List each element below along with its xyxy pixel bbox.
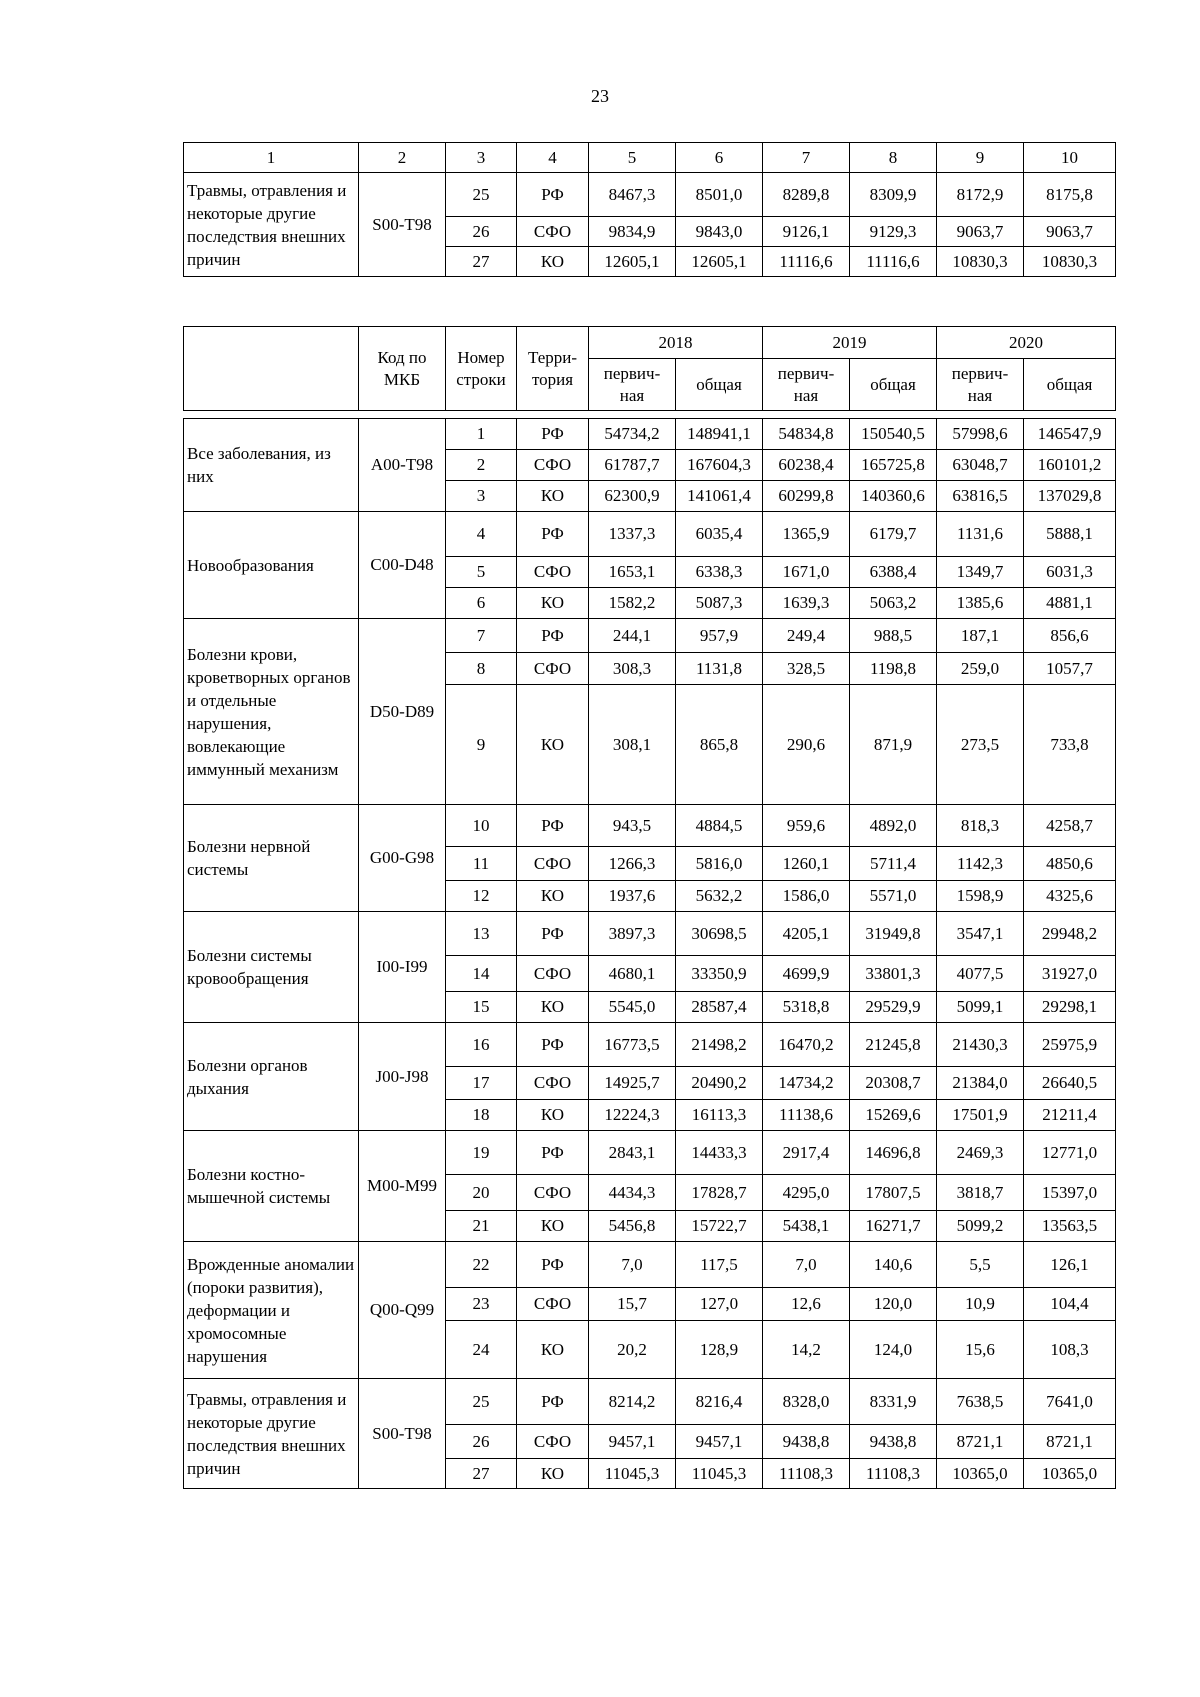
value-cell: 29298,1 xyxy=(1024,992,1116,1023)
value-cell: 108,3 xyxy=(1024,1321,1116,1379)
value-cell: 21430,3 xyxy=(937,1023,1024,1067)
value-cell: 9063,7 xyxy=(937,217,1024,247)
disease-name-cell: Болезни системы кровообращения xyxy=(184,912,359,1023)
line-number-cell: 25 xyxy=(446,1379,517,1425)
header-total: общая xyxy=(676,359,763,411)
territory-cell: РФ xyxy=(517,1131,589,1175)
column-number-row xyxy=(184,143,1116,173)
value-cell: 10830,3 xyxy=(937,247,1024,277)
territory-cell: КО xyxy=(517,247,589,277)
territory-cell: СФО xyxy=(517,217,589,247)
value-cell: 244,1 xyxy=(589,619,676,653)
value-cell: 1337,3 xyxy=(589,512,676,557)
value-cell: 5816,0 xyxy=(676,847,763,881)
header-gap xyxy=(184,411,1116,419)
value-cell: 2843,1 xyxy=(589,1131,676,1175)
line-number-cell: 16 xyxy=(446,1023,517,1067)
value-cell: 7,0 xyxy=(589,1242,676,1288)
value-cell: 25975,9 xyxy=(1024,1023,1116,1067)
value-cell: 4699,9 xyxy=(763,956,850,992)
icd-code-cell: G00-G98 xyxy=(359,805,446,912)
value-cell: 8289,8 xyxy=(763,173,850,217)
value-cell: 1057,7 xyxy=(1024,653,1116,685)
header-line: Номер строки xyxy=(446,327,517,411)
value-cell: 12,6 xyxy=(763,1288,850,1321)
value-cell: 117,5 xyxy=(676,1242,763,1288)
value-cell: 21384,0 xyxy=(937,1067,1024,1100)
value-cell: 290,6 xyxy=(763,685,850,805)
header-primary: первич-ная xyxy=(589,359,676,411)
value-cell: 2917,4 xyxy=(763,1131,850,1175)
table-row xyxy=(184,1242,1116,1288)
value-cell: 733,8 xyxy=(1024,685,1116,805)
value-cell: 12771,0 xyxy=(1024,1131,1116,1175)
value-cell: 8214,2 xyxy=(589,1379,676,1425)
line-number-cell: 13 xyxy=(446,912,517,956)
line-number-cell: 19 xyxy=(446,1131,517,1175)
value-cell: 943,5 xyxy=(589,805,676,847)
value-cell: 6179,7 xyxy=(850,512,937,557)
territory-cell: РФ xyxy=(517,1023,589,1067)
value-cell: 1198,8 xyxy=(850,653,937,685)
line-number-cell: 26 xyxy=(446,1425,517,1459)
value-cell: 6388,4 xyxy=(850,557,937,588)
line-number-cell: 2 xyxy=(446,450,517,481)
line-number-cell: 10 xyxy=(446,805,517,847)
value-cell: 11045,3 xyxy=(676,1459,763,1489)
header-year-2018: 2018 xyxy=(589,327,763,359)
page-number: 23 xyxy=(591,86,609,106)
column-number-cell: 7 xyxy=(763,143,850,173)
value-cell: 4892,0 xyxy=(850,805,937,847)
value-cell: 11045,3 xyxy=(589,1459,676,1489)
disease-name-cell: Болезни нервной системы xyxy=(184,805,359,912)
territory-cell: СФО xyxy=(517,847,589,881)
value-cell: 4295,0 xyxy=(763,1175,850,1211)
value-cell: 16271,7 xyxy=(850,1211,937,1242)
table-row xyxy=(184,173,1116,217)
value-cell: 14925,7 xyxy=(589,1067,676,1100)
value-cell: 5456,8 xyxy=(589,1211,676,1242)
icd-code-cell: C00-D48 xyxy=(359,512,446,619)
table-row xyxy=(184,619,1116,653)
value-cell: 1639,3 xyxy=(763,588,850,619)
line-number-cell: 11 xyxy=(446,847,517,881)
disease-name-cell: Травмы, отравления и некоторые другие последствия внешних причин xyxy=(184,173,359,277)
column-number-cell: 4 xyxy=(517,143,589,173)
value-cell: 5632,2 xyxy=(676,881,763,912)
value-cell: 4258,7 xyxy=(1024,805,1116,847)
value-cell: 4434,3 xyxy=(589,1175,676,1211)
line-number-cell: 3 xyxy=(446,481,517,512)
line-number-cell: 7 xyxy=(446,619,517,653)
icd-code-cell: M00-M99 xyxy=(359,1131,446,1242)
value-cell: 249,4 xyxy=(763,619,850,653)
header-total: общая xyxy=(850,359,937,411)
value-cell: 1349,7 xyxy=(937,557,1024,588)
value-cell: 63816,5 xyxy=(937,481,1024,512)
value-cell: 104,4 xyxy=(1024,1288,1116,1321)
disease-name-cell: Болезни крови, кроветворных органов и отдельные нарушения, вовлекающие иммунный механизм xyxy=(184,619,359,805)
value-cell: 1653,1 xyxy=(589,557,676,588)
territory-cell: РФ xyxy=(517,512,589,557)
value-cell: 141061,4 xyxy=(676,481,763,512)
value-cell: 9843,0 xyxy=(676,217,763,247)
value-cell: 167604,3 xyxy=(676,450,763,481)
territory-cell: КО xyxy=(517,1100,589,1131)
value-cell: 7638,5 xyxy=(937,1379,1024,1425)
value-cell: 60299,8 xyxy=(763,481,850,512)
territory-cell: РФ xyxy=(517,805,589,847)
line-number-cell: 22 xyxy=(446,1242,517,1288)
column-number-cell: 2 xyxy=(359,143,446,173)
value-cell: 21245,8 xyxy=(850,1023,937,1067)
territory-cell: СФО xyxy=(517,653,589,685)
line-number-cell: 25 xyxy=(446,173,517,217)
value-cell: 11116,6 xyxy=(850,247,937,277)
value-cell: 29529,9 xyxy=(850,992,937,1023)
value-cell: 10365,0 xyxy=(1024,1459,1116,1489)
column-number-cell: 10 xyxy=(1024,143,1116,173)
value-cell: 9457,1 xyxy=(676,1425,763,1459)
territory-cell: КО xyxy=(517,1321,589,1379)
table-row xyxy=(184,1379,1116,1425)
value-cell: 160101,2 xyxy=(1024,450,1116,481)
line-number-cell: 14 xyxy=(446,956,517,992)
value-cell: 15722,7 xyxy=(676,1211,763,1242)
icd-code-cell: J00-J98 xyxy=(359,1023,446,1131)
value-cell: 5099,1 xyxy=(937,992,1024,1023)
value-cell: 16470,2 xyxy=(763,1023,850,1067)
value-cell: 140,6 xyxy=(850,1242,937,1288)
disease-name-cell: Все заболевания, из них xyxy=(184,419,359,512)
territory-cell: РФ xyxy=(517,173,589,217)
value-cell: 31927,0 xyxy=(1024,956,1116,992)
value-cell: 6035,4 xyxy=(676,512,763,557)
value-cell: 21211,4 xyxy=(1024,1100,1116,1131)
value-cell: 4680,1 xyxy=(589,956,676,992)
line-number-cell: 20 xyxy=(446,1175,517,1211)
value-cell: 60238,4 xyxy=(763,450,850,481)
value-cell: 1385,6 xyxy=(937,588,1024,619)
value-cell: 31949,8 xyxy=(850,912,937,956)
header-primary: первич-ная xyxy=(937,359,1024,411)
value-cell: 2469,3 xyxy=(937,1131,1024,1175)
value-cell: 865,8 xyxy=(676,685,763,805)
icd-code-cell: S00-T98 xyxy=(359,1379,446,1489)
value-cell: 21498,2 xyxy=(676,1023,763,1067)
value-cell: 957,9 xyxy=(676,619,763,653)
value-cell: 120,0 xyxy=(850,1288,937,1321)
line-number-cell: 27 xyxy=(446,247,517,277)
icd-code-cell: S00-T98 xyxy=(359,173,446,277)
value-cell: 8328,0 xyxy=(763,1379,850,1425)
value-cell: 16773,5 xyxy=(589,1023,676,1067)
main-table xyxy=(183,326,1116,1489)
value-cell: 7641,0 xyxy=(1024,1379,1116,1425)
header-year-2020: 2020 xyxy=(937,327,1116,359)
icd-code-cell: Q00-Q99 xyxy=(359,1242,446,1379)
value-cell: 12605,1 xyxy=(676,247,763,277)
value-cell: 8721,1 xyxy=(1024,1425,1116,1459)
header-primary: первич-ная xyxy=(763,359,850,411)
column-number-cell: 1 xyxy=(184,143,359,173)
value-cell: 1586,0 xyxy=(763,881,850,912)
value-cell: 11108,3 xyxy=(763,1459,850,1489)
value-cell: 3897,3 xyxy=(589,912,676,956)
column-number-cell: 5 xyxy=(589,143,676,173)
value-cell: 8467,3 xyxy=(589,173,676,217)
territory-cell: КО xyxy=(517,685,589,805)
value-cell: 15397,0 xyxy=(1024,1175,1116,1211)
header-disease xyxy=(184,327,359,411)
value-cell: 1582,2 xyxy=(589,588,676,619)
line-number-cell: 8 xyxy=(446,653,517,685)
value-cell: 26640,5 xyxy=(1024,1067,1116,1100)
header-year-2019: 2019 xyxy=(763,327,937,359)
value-cell: 137029,8 xyxy=(1024,481,1116,512)
value-cell: 4077,5 xyxy=(937,956,1024,992)
value-cell: 8309,9 xyxy=(850,173,937,217)
value-cell: 9438,8 xyxy=(763,1425,850,1459)
value-cell: 16113,3 xyxy=(676,1100,763,1131)
line-number-cell: 4 xyxy=(446,512,517,557)
value-cell: 5711,4 xyxy=(850,847,937,881)
value-cell: 9063,7 xyxy=(1024,217,1116,247)
value-cell: 10,9 xyxy=(937,1288,1024,1321)
value-cell: 5318,8 xyxy=(763,992,850,1023)
header-territory: Терри-тория xyxy=(517,327,589,411)
territory-cell: СФО xyxy=(517,1425,589,1459)
disease-name-cell: Новообразования xyxy=(184,512,359,619)
value-cell: 187,1 xyxy=(937,619,1024,653)
column-number-cell: 3 xyxy=(446,143,517,173)
territory-cell: КО xyxy=(517,1459,589,1489)
value-cell: 1937,6 xyxy=(589,881,676,912)
line-number-cell: 6 xyxy=(446,588,517,619)
territory-cell: КО xyxy=(517,992,589,1023)
value-cell: 57998,6 xyxy=(937,419,1024,450)
value-cell: 128,9 xyxy=(676,1321,763,1379)
value-cell: 14433,3 xyxy=(676,1131,763,1175)
value-cell: 1260,1 xyxy=(763,847,850,881)
value-cell: 10365,0 xyxy=(937,1459,1024,1489)
value-cell: 9834,9 xyxy=(589,217,676,247)
value-cell: 54834,8 xyxy=(763,419,850,450)
territory-cell: СФО xyxy=(517,1175,589,1211)
value-cell: 13563,5 xyxy=(1024,1211,1116,1242)
value-cell: 30698,5 xyxy=(676,912,763,956)
value-cell: 1131,8 xyxy=(676,653,763,685)
value-cell: 818,3 xyxy=(937,805,1024,847)
value-cell: 165725,8 xyxy=(850,450,937,481)
territory-cell: КО xyxy=(517,881,589,912)
value-cell: 5099,2 xyxy=(937,1211,1024,1242)
value-cell: 988,5 xyxy=(850,619,937,653)
value-cell: 146547,9 xyxy=(1024,419,1116,450)
table-row xyxy=(184,1023,1116,1067)
territory-cell: СФО xyxy=(517,956,589,992)
value-cell: 1131,6 xyxy=(937,512,1024,557)
line-number-cell: 1 xyxy=(446,419,517,450)
table-row xyxy=(184,1131,1116,1175)
value-cell: 11116,6 xyxy=(763,247,850,277)
line-number-cell: 9 xyxy=(446,685,517,805)
value-cell: 12605,1 xyxy=(589,247,676,277)
value-cell: 1671,0 xyxy=(763,557,850,588)
value-cell: 12224,3 xyxy=(589,1100,676,1131)
disease-name-cell: Болезни органов дыхания xyxy=(184,1023,359,1131)
line-number-cell: 26 xyxy=(446,217,517,247)
icd-code-cell: A00-T98 xyxy=(359,419,446,512)
value-cell: 4205,1 xyxy=(763,912,850,956)
disease-name-cell: Травмы, отравления и некоторые другие последствия внешних причин xyxy=(184,1379,359,1489)
top-table xyxy=(183,142,1116,277)
value-cell: 6338,3 xyxy=(676,557,763,588)
value-cell: 140360,6 xyxy=(850,481,937,512)
line-number-cell: 18 xyxy=(446,1100,517,1131)
value-cell: 9438,8 xyxy=(850,1425,937,1459)
line-number-cell: 27 xyxy=(446,1459,517,1489)
value-cell: 5,5 xyxy=(937,1242,1024,1288)
value-cell: 8175,8 xyxy=(1024,173,1116,217)
disease-name-cell: Врожденные аномалии (пороки развития), деформации и хромосомные нарушения xyxy=(184,1242,359,1379)
territory-cell: СФО xyxy=(517,1288,589,1321)
value-cell: 1266,3 xyxy=(589,847,676,881)
line-number-cell: 15 xyxy=(446,992,517,1023)
line-number-cell: 5 xyxy=(446,557,517,588)
territory-cell: СФО xyxy=(517,450,589,481)
value-cell: 5063,2 xyxy=(850,588,937,619)
value-cell: 9129,3 xyxy=(850,217,937,247)
column-number-cell: 8 xyxy=(850,143,937,173)
value-cell: 20,2 xyxy=(589,1321,676,1379)
value-cell: 17828,7 xyxy=(676,1175,763,1211)
value-cell: 20308,7 xyxy=(850,1067,937,1100)
header-code: Код по МКБ xyxy=(359,327,446,411)
value-cell: 54734,2 xyxy=(589,419,676,450)
table-row xyxy=(184,805,1116,847)
value-cell: 14734,2 xyxy=(763,1067,850,1100)
value-cell: 28587,4 xyxy=(676,992,763,1023)
value-cell: 5571,0 xyxy=(850,881,937,912)
line-number-cell: 23 xyxy=(446,1288,517,1321)
value-cell: 17807,5 xyxy=(850,1175,937,1211)
value-cell: 959,6 xyxy=(763,805,850,847)
value-cell: 4881,1 xyxy=(1024,588,1116,619)
territory-cell: СФО xyxy=(517,557,589,588)
value-cell: 148941,1 xyxy=(676,419,763,450)
value-cell: 14,2 xyxy=(763,1321,850,1379)
value-cell: 3818,7 xyxy=(937,1175,1024,1211)
value-cell: 308,1 xyxy=(589,685,676,805)
value-cell: 10830,3 xyxy=(1024,247,1116,277)
header-row-years xyxy=(184,327,1116,359)
value-cell: 11108,3 xyxy=(850,1459,937,1489)
value-cell: 11138,6 xyxy=(763,1100,850,1131)
value-cell: 8172,9 xyxy=(937,173,1024,217)
value-cell: 20490,2 xyxy=(676,1067,763,1100)
column-number-cell: 9 xyxy=(937,143,1024,173)
table-row xyxy=(184,512,1116,557)
icd-code-cell: I00-I99 xyxy=(359,912,446,1023)
value-cell: 328,5 xyxy=(763,653,850,685)
value-cell: 33801,3 xyxy=(850,956,937,992)
value-cell: 126,1 xyxy=(1024,1242,1116,1288)
value-cell: 14696,8 xyxy=(850,1131,937,1175)
line-number-cell: 17 xyxy=(446,1067,517,1100)
value-cell: 127,0 xyxy=(676,1288,763,1321)
value-cell: 8331,9 xyxy=(850,1379,937,1425)
value-cell: 150540,5 xyxy=(850,419,937,450)
value-cell: 273,5 xyxy=(937,685,1024,805)
table-row xyxy=(184,912,1116,956)
value-cell: 15,7 xyxy=(589,1288,676,1321)
header-total: общая xyxy=(1024,359,1116,411)
value-cell: 15,6 xyxy=(937,1321,1024,1379)
value-cell: 5888,1 xyxy=(1024,512,1116,557)
value-cell: 856,6 xyxy=(1024,619,1116,653)
value-cell: 4850,6 xyxy=(1024,847,1116,881)
value-cell: 17501,9 xyxy=(937,1100,1024,1131)
value-cell: 33350,9 xyxy=(676,956,763,992)
territory-cell: РФ xyxy=(517,619,589,653)
value-cell: 8501,0 xyxy=(676,173,763,217)
value-cell: 8216,4 xyxy=(676,1379,763,1425)
territory-cell: КО xyxy=(517,1211,589,1242)
territory-cell: РФ xyxy=(517,1379,589,1425)
value-cell: 1598,9 xyxy=(937,881,1024,912)
value-cell: 871,9 xyxy=(850,685,937,805)
value-cell: 1365,9 xyxy=(763,512,850,557)
territory-cell: РФ xyxy=(517,1242,589,1288)
value-cell: 61787,7 xyxy=(589,450,676,481)
icd-code-cell: D50-D89 xyxy=(359,619,446,805)
line-number-cell: 24 xyxy=(446,1321,517,1379)
line-number-cell: 12 xyxy=(446,881,517,912)
value-cell: 308,3 xyxy=(589,653,676,685)
value-cell: 9126,1 xyxy=(763,217,850,247)
value-cell: 259,0 xyxy=(937,653,1024,685)
value-cell: 5545,0 xyxy=(589,992,676,1023)
territory-cell: КО xyxy=(517,588,589,619)
value-cell: 5438,1 xyxy=(763,1211,850,1242)
value-cell: 29948,2 xyxy=(1024,912,1116,956)
territory-cell: РФ xyxy=(517,419,589,450)
value-cell: 15269,6 xyxy=(850,1100,937,1131)
value-cell: 5087,3 xyxy=(676,588,763,619)
disease-name-cell: Болезни костно-мышечной системы xyxy=(184,1131,359,1242)
value-cell: 6031,3 xyxy=(1024,557,1116,588)
value-cell: 4325,6 xyxy=(1024,881,1116,912)
territory-cell: КО xyxy=(517,481,589,512)
value-cell: 124,0 xyxy=(850,1321,937,1379)
column-number-cell: 6 xyxy=(676,143,763,173)
value-cell: 3547,1 xyxy=(937,912,1024,956)
table-row xyxy=(184,419,1116,450)
territory-cell: РФ xyxy=(517,912,589,956)
value-cell: 7,0 xyxy=(763,1242,850,1288)
value-cell: 9457,1 xyxy=(589,1425,676,1459)
value-cell: 63048,7 xyxy=(937,450,1024,481)
line-number-cell: 21 xyxy=(446,1211,517,1242)
territory-cell: СФО xyxy=(517,1067,589,1100)
value-cell: 8721,1 xyxy=(937,1425,1024,1459)
value-cell: 4884,5 xyxy=(676,805,763,847)
value-cell: 1142,3 xyxy=(937,847,1024,881)
value-cell: 62300,9 xyxy=(589,481,676,512)
